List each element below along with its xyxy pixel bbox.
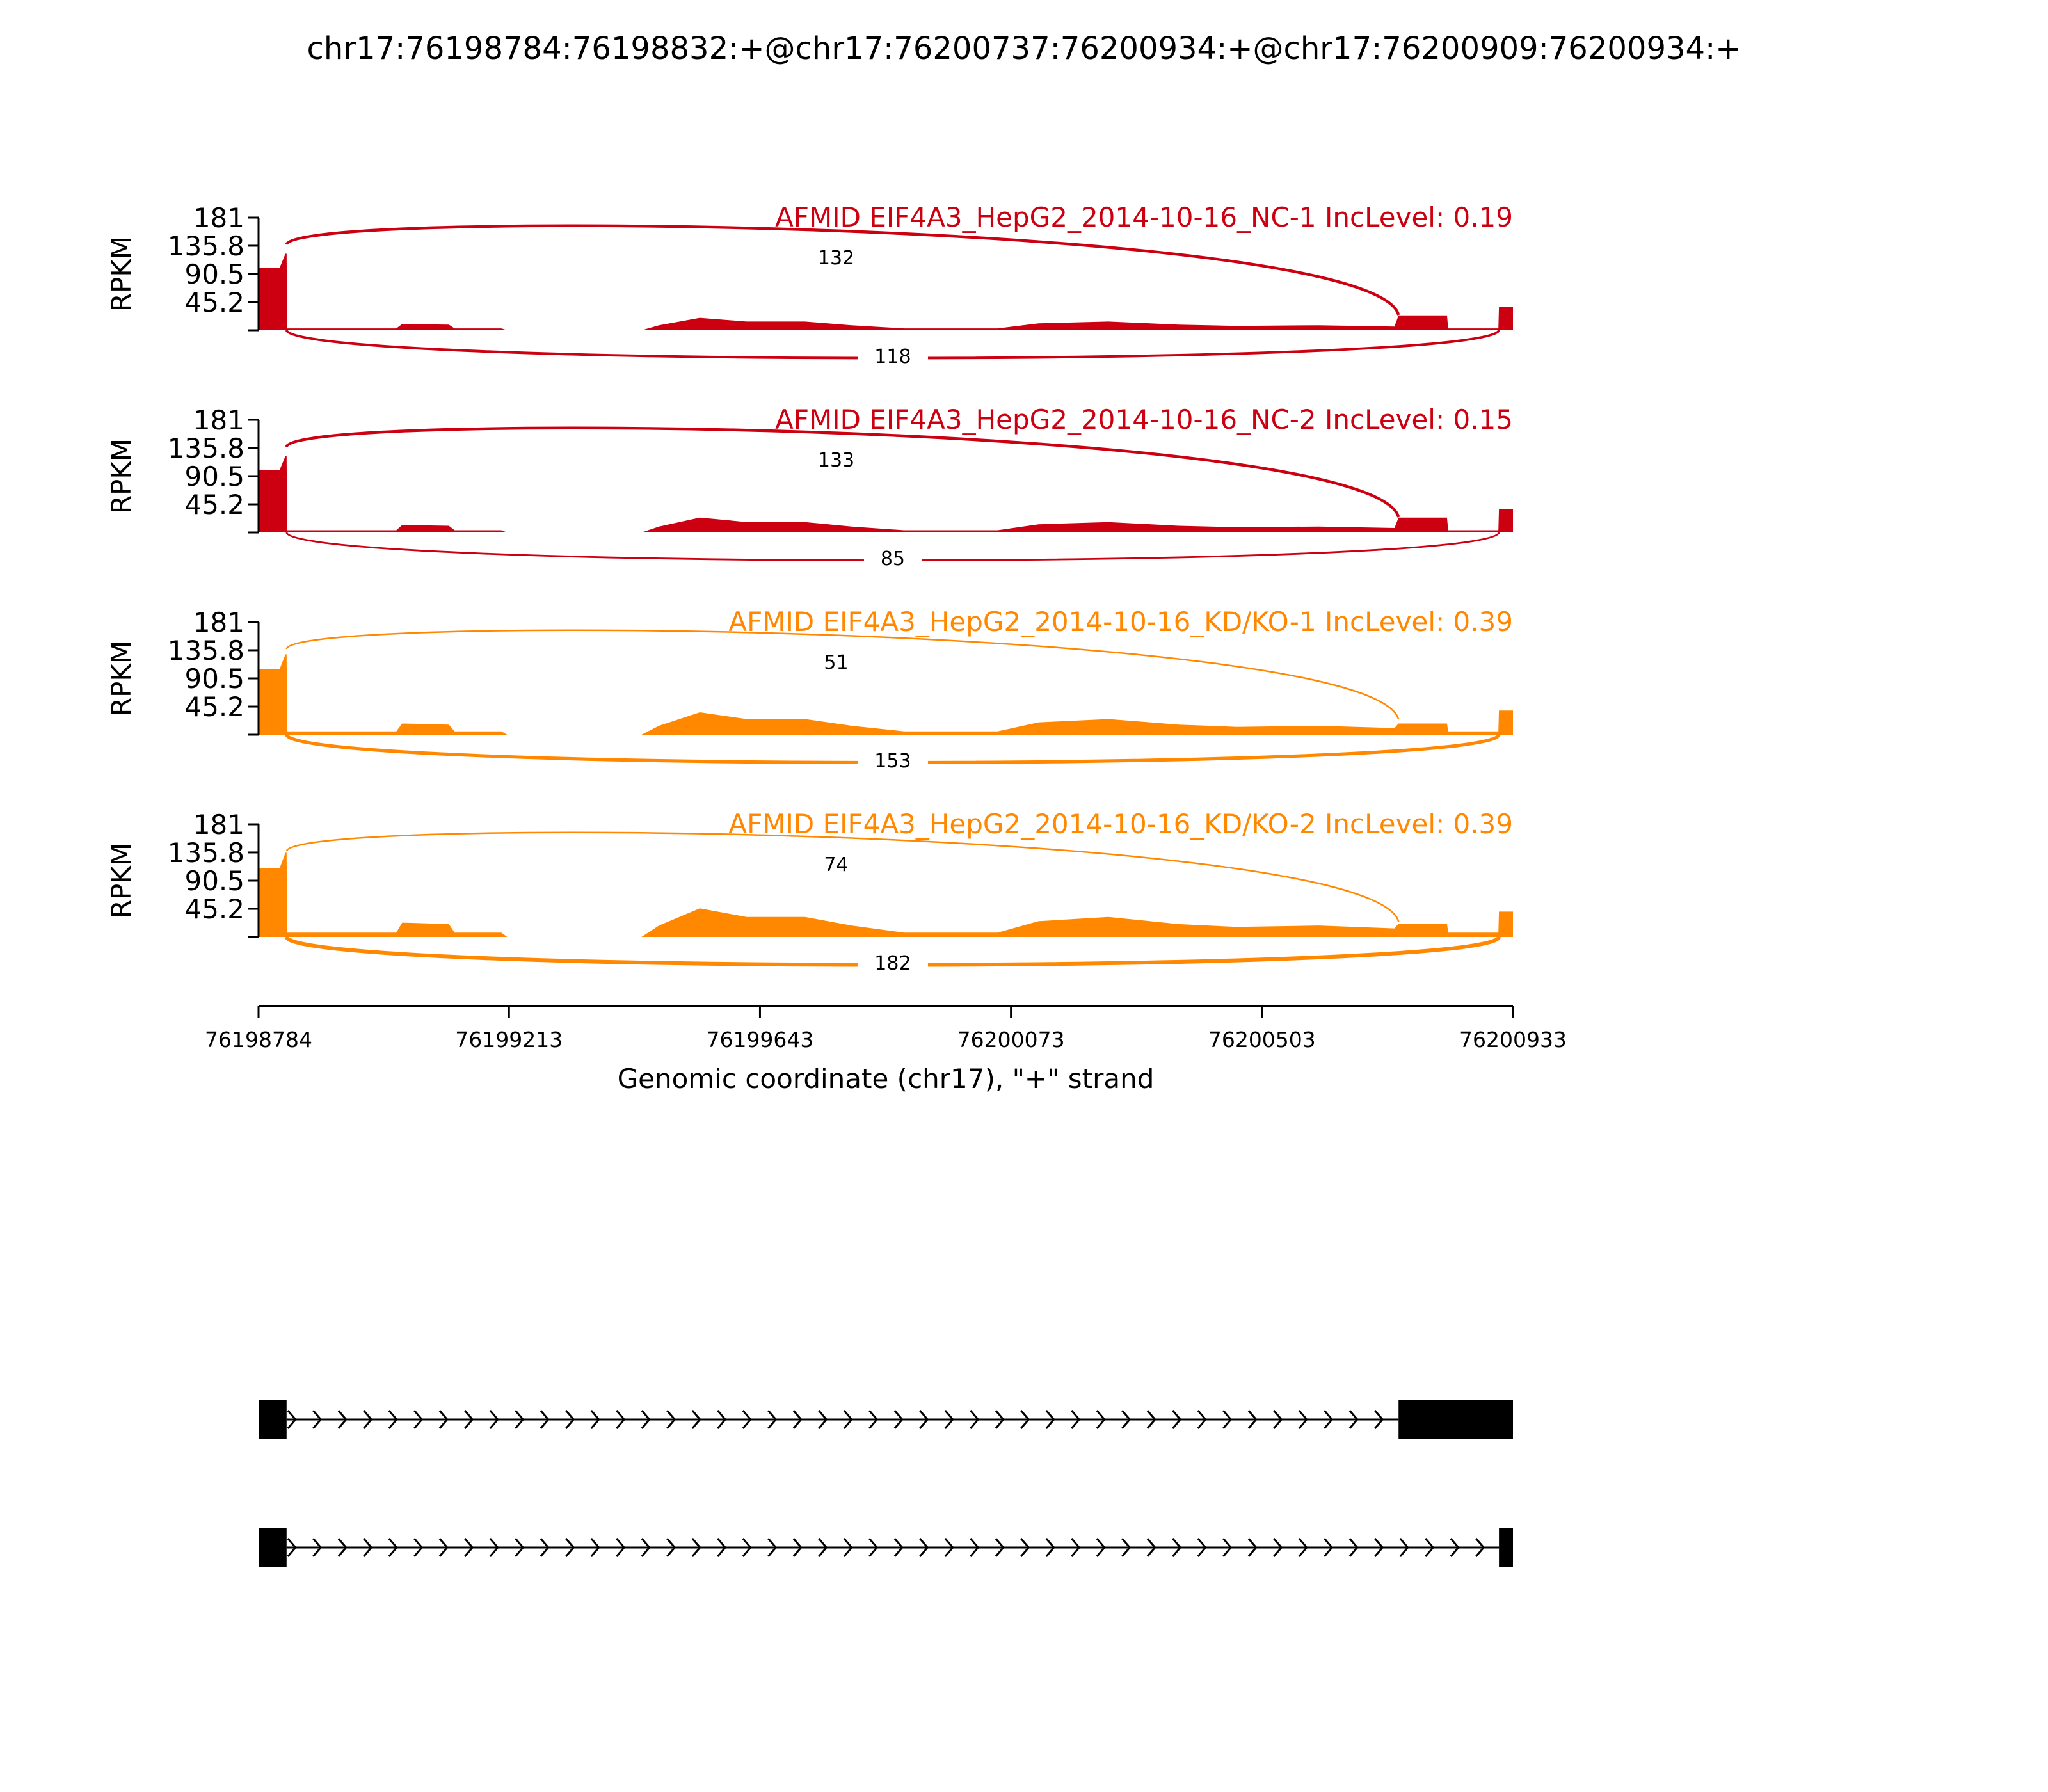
y-tick-label: 45.2 — [184, 287, 244, 319]
y-tick-label: 45.2 — [184, 489, 244, 521]
y-tick-label: 181 — [193, 607, 244, 638]
junction-count: 133 — [817, 449, 855, 472]
x-axis — [205, 1006, 1567, 1052]
track-label: AFMID EIF4A3_HepG2_2014-10-16_NC-1 IncLevel: 0.19 — [775, 202, 1513, 233]
gene-model — [259, 1400, 1513, 1567]
track-panels — [106, 202, 1513, 975]
track-1 — [106, 202, 1513, 368]
junction-count: 182 — [874, 952, 911, 975]
y-axis-label: RPKM — [106, 640, 137, 717]
coverage-area — [259, 253, 1513, 330]
isoform-2 — [259, 1528, 1513, 1567]
exon-block — [1499, 1528, 1513, 1567]
track-label: AFMID EIF4A3_HepG2_2014-10-16_NC-2 IncLevel: 0.15 — [775, 404, 1513, 435]
junction-count: 153 — [874, 750, 911, 772]
track-4 — [106, 808, 1513, 975]
junction-count: 118 — [874, 346, 911, 368]
y-tick-label: 181 — [193, 404, 244, 436]
track-label: AFMID EIF4A3_HepG2_2014-10-16_KD/KO-1 IncLevel: 0.39 — [728, 606, 1513, 637]
y-tick-label: 45.2 — [184, 691, 244, 723]
y-tick-label: 90.5 — [184, 461, 244, 492]
x-axis-label: Genomic coordinate (chr17), "+" strand — [617, 1063, 1155, 1094]
junction-arc — [287, 226, 1398, 315]
junction-count: 85 — [880, 548, 906, 570]
y-tick-label: 181 — [193, 202, 244, 234]
x-tick-label: 76199213 — [455, 1027, 563, 1052]
y-axis-label: RPKM — [106, 438, 137, 515]
y-tick-label: 181 — [193, 809, 244, 840]
isoform-1 — [259, 1400, 1513, 1439]
y-axis-label: RPKM — [106, 236, 137, 312]
coverage-area — [259, 852, 1513, 937]
y-tick-label: 45.2 — [184, 893, 244, 925]
junction-count: 74 — [824, 854, 849, 876]
y-tick-label: 135.8 — [167, 836, 244, 868]
x-tick-label: 76200503 — [1208, 1027, 1316, 1052]
track-2 — [106, 404, 1513, 570]
y-tick-label: 90.5 — [184, 663, 244, 694]
coverage-area — [259, 456, 1513, 532]
x-tick-label: 76200073 — [957, 1027, 1065, 1052]
x-tick-label: 76200933 — [1459, 1027, 1567, 1052]
junction-arc — [287, 833, 1398, 922]
junction-count: 132 — [817, 247, 855, 269]
exon-block — [259, 1400, 287, 1439]
y-axis-label: RPKM — [106, 842, 137, 919]
coverage-area — [259, 654, 1513, 735]
track-label: AFMID EIF4A3_HepG2_2014-10-16_KD/KO-2 IncLevel: 0.39 — [728, 808, 1513, 840]
y-tick-label: 135.8 — [167, 634, 244, 666]
junction-arc — [287, 428, 1398, 517]
y-tick-label: 135.8 — [167, 432, 244, 464]
chart-title: chr17:76198784:76198832:+@chr17:76200737:76200934:+@chr17:76200909:76200934:+ — [307, 31, 1741, 67]
exon-block — [1398, 1400, 1513, 1439]
junction-arc — [287, 630, 1398, 719]
junction-count: 51 — [824, 652, 849, 674]
y-tick-label: 135.8 — [167, 230, 244, 262]
x-tick-label: 76198784 — [205, 1027, 312, 1052]
y-tick-label: 90.5 — [184, 865, 244, 897]
y-tick-label: 90.5 — [184, 259, 244, 290]
x-tick-label: 76199643 — [706, 1027, 814, 1052]
track-3 — [106, 606, 1513, 772]
exon-block — [259, 1528, 287, 1567]
